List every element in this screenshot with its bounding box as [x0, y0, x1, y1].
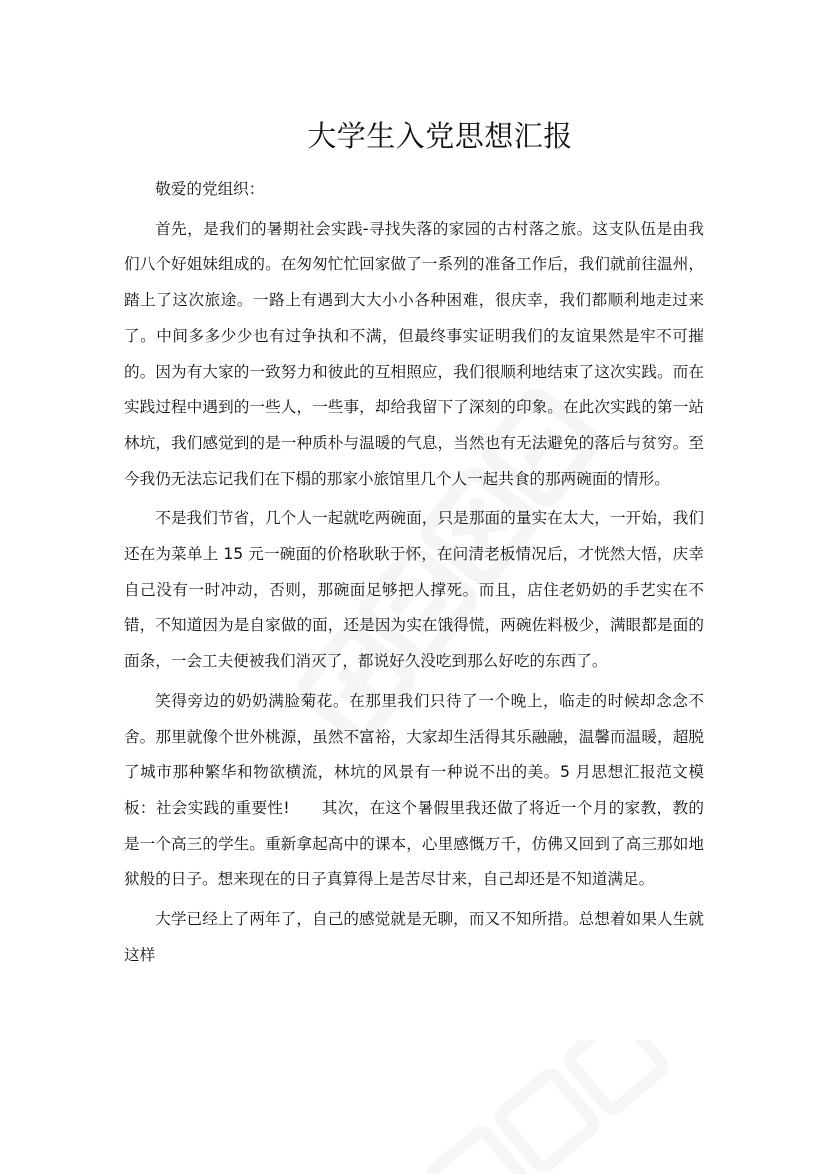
paragraph-2: 不是我们节省，几个人一起就吃两碗面，只是那面的量实在太大，一开始，我们还在为菜单上 15 元一碗面的价格耿耿于怀，在问清老板情况后，才恍然大悟，庆幸自己没有一时冲动，否则，那碗面足够把人撑死。而且，店住老奶奶的手艺实在不错，不知道因为是自家做的面，还是因为实在饿得慌，两碗佐料极少，满眼都是面的面条，一会工夫便被我们消灭了，都说好久没吃到那么好吃的东西了。: [124, 509, 704, 671]
document-body: [124, 172, 704, 977]
salutation: 敬爱的党组织：: [155, 180, 265, 198]
watermark-logo-bottom: [360, 1040, 720, 1174]
paragraph-4: 大学已经上了两年了，自己的感觉就是无聊，而又不知所措。总想着如果人生就这样: [124, 910, 704, 964]
document-title: 大学生入党思想汇报: [307, 119, 573, 153]
paragraph-1: 首先，是我们的暑期社会实践-寻找失落的家园的古村落之旅。这支队伍是由我们八个好姐妹组成的。在匆匆忙忙回家做了一系列的准备工作后，我们就前往温州，踏上了这次旅途。一路上有遇到大大小小各种困难，很庆幸，我们都顺利地走过来了。中间多多少少也有过争执和不满，但最终事实证明我们的友谊果然是牢不可摧的。因为有大家的一致努力和彼此的互相照应，我们很顺利地结束了这次实践。而在实践过程中遇到的一些人，一些事，却给我留下了深刻的印象。在此次实践的第一站林坑，我们感觉到的是一种质朴与温暖的气息，当然也有无法避免的落后与贫穷。至今我仍无法忘记我们在下榻的那家小旅馆里几个人一起共食的那两碗面的情形。: [124, 219, 704, 488]
paragraph-3: 笑得旁边的奶奶满脸菊花。在那里我们只待了一个晚上，临走的时候却念念不舍。那里就像个世外桃源，虽然不富裕，大家却生活得其乐融融，温馨而温暖，超脱了城市那种繁华和物欲横流，林坑的风景有一种说不出的美。5 月思想汇报范文模板：社会实践的重要性! 其次，在这个暑假里我还做了将近一个月的家教，教的是一个高三的学生。重新拿起高中的课本，心里感慨万千，仿佛又回到了高三那如地狱般的日子。想来现在的日子真算得上是苦尽甘来，自己却还是不知道满足。: [124, 691, 704, 889]
